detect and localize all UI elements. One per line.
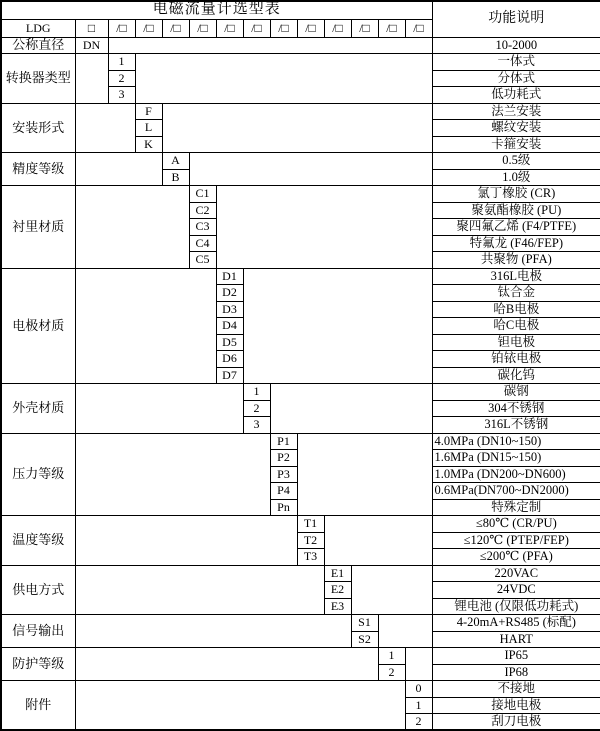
code-cell: P2 (270, 450, 297, 467)
desc-cell: 0.5级 (432, 153, 600, 170)
desc-cell: 24VDC (432, 582, 600, 599)
section-label: 转换器类型 (1, 54, 75, 104)
section-label: 电极材质 (1, 268, 75, 384)
desc-cell: ≤120℃ (PTEP/FEP) (432, 532, 600, 549)
code-cell: 2 (243, 400, 270, 417)
desc-cell: 4.0MPa (DN10~150) (432, 433, 600, 450)
desc-cell: 1.0MPa (DN200~DN600) (432, 466, 600, 483)
code-cell: E3 (324, 598, 351, 615)
model-prefix: LDG (1, 19, 75, 37)
model-box: /□ (135, 19, 162, 37)
empty-cell (75, 268, 216, 384)
model-box: /□ (270, 19, 297, 37)
empty-cell (405, 648, 432, 681)
selection-table-body (1, 1, 600, 730)
desc-cell: IP65 (432, 648, 600, 665)
model-box: /□ (108, 19, 135, 37)
table-row (1, 384, 600, 401)
section-label: 衬里材质 (1, 186, 75, 269)
empty-cell (162, 103, 432, 153)
section-label: 外壳材质 (1, 384, 75, 434)
section-label: 安装形式 (1, 103, 75, 153)
desc-cell: 聚氨酯橡胶 (PU) (432, 202, 600, 219)
table-row (1, 37, 600, 54)
empty-cell (189, 153, 432, 186)
table-row (1, 186, 600, 203)
table-title: 电磁流量计选型表 (1, 1, 432, 19)
code-cell: D5 (216, 334, 243, 351)
desc-cell: IP68 (432, 664, 600, 681)
desc-cell: 锂电池 (仅限低功耗式) (432, 598, 600, 615)
desc-cell: 4-20mA+RS485 (标配) (432, 615, 600, 632)
desc-cell: 316L不锈钢 (432, 417, 600, 434)
desc-cell: 钛合金 (432, 285, 600, 302)
empty-cell (75, 186, 189, 269)
code-cell: P3 (270, 466, 297, 483)
model-box: /□ (297, 19, 324, 37)
desc-cell: 哈C电极 (432, 318, 600, 335)
table-row (1, 54, 600, 71)
empty-cell (108, 37, 432, 54)
empty-cell (324, 516, 432, 566)
desc-cell: 特殊定制 (432, 499, 600, 516)
section-label: 附件 (1, 681, 75, 731)
function-header: 功能说明 (432, 1, 600, 37)
empty-cell (75, 615, 351, 648)
desc-cell: 刮刀电极 (432, 714, 600, 731)
code-cell: E1 (324, 565, 351, 582)
empty-cell (75, 516, 297, 566)
section-label: 温度等级 (1, 516, 75, 566)
empty-cell (243, 268, 432, 384)
code-cell: A (162, 153, 189, 170)
code-cell: C5 (189, 252, 216, 269)
model-box: /□ (405, 19, 432, 37)
table-row (1, 615, 600, 632)
model-box: □ (75, 19, 108, 37)
empty-cell (75, 648, 378, 681)
model-box: /□ (324, 19, 351, 37)
code-cell: P1 (270, 433, 297, 450)
empty-cell (378, 615, 432, 648)
model-box: /□ (189, 19, 216, 37)
desc-cell: 卡箍安装 (432, 136, 600, 153)
table-row (1, 565, 600, 582)
code-cell: 3 (108, 87, 135, 104)
empty-cell (75, 384, 243, 434)
desc-cell: 螺纹安装 (432, 120, 600, 137)
table-row (1, 1, 600, 19)
desc-cell: 0.6MPa(DN700~DN2000) (432, 483, 600, 500)
desc-cell: 不接地 (432, 681, 600, 698)
code-cell: T1 (297, 516, 324, 533)
empty-cell (270, 384, 432, 434)
code-cell: 1 (405, 697, 432, 714)
section-label: 公称直径 (1, 37, 75, 54)
desc-cell: 1.6MPa (DN15~150) (432, 450, 600, 467)
code-cell: C4 (189, 235, 216, 252)
desc-cell: 氯丁橡胶 (CR) (432, 186, 600, 203)
empty-cell (75, 54, 108, 104)
code-cell: S1 (351, 615, 378, 632)
desc-cell: 碳钢 (432, 384, 600, 401)
desc-cell: 220VAC (432, 565, 600, 582)
model-box: /□ (351, 19, 378, 37)
empty-cell (75, 103, 135, 153)
desc-cell: 铂铱电极 (432, 351, 600, 368)
code-cell: D2 (216, 285, 243, 302)
section-label: 压力等级 (1, 433, 75, 516)
desc-cell: 分体式 (432, 70, 600, 87)
code-cell: 2 (108, 70, 135, 87)
code-cell: 1 (108, 54, 135, 71)
section-label: 供电方式 (1, 565, 75, 615)
code-cell: T2 (297, 532, 324, 549)
desc-cell: 低功耗式 (432, 87, 600, 104)
model-box: /□ (216, 19, 243, 37)
desc-cell: 304不锈钢 (432, 400, 600, 417)
code-cell: C3 (189, 219, 216, 236)
code-cell: C1 (189, 186, 216, 203)
desc-cell: 一体式 (432, 54, 600, 71)
empty-cell (297, 433, 432, 516)
code-cell: K (135, 136, 162, 153)
code-cell: D7 (216, 367, 243, 384)
code-cell: T3 (297, 549, 324, 566)
desc-cell: ≤200℃ (PFA) (432, 549, 600, 566)
desc-cell: HART (432, 631, 600, 648)
code-cell: F (135, 103, 162, 120)
table-row (1, 103, 600, 120)
code-cell: 1 (243, 384, 270, 401)
code-cell: D6 (216, 351, 243, 368)
desc-cell: 共聚物 (PFA) (432, 252, 600, 269)
code-cell: C2 (189, 202, 216, 219)
table-row (1, 433, 600, 450)
code-cell: D4 (216, 318, 243, 335)
code-cell: 1 (378, 648, 405, 665)
model-box: /□ (243, 19, 270, 37)
model-box: /□ (378, 19, 405, 37)
desc-cell: 碳化钨 (432, 367, 600, 384)
desc-cell: 钽电极 (432, 334, 600, 351)
model-box: /□ (162, 19, 189, 37)
desc-cell: 316L电极 (432, 268, 600, 285)
code-cell: D1 (216, 268, 243, 285)
empty-cell (75, 433, 270, 516)
section-label: 信号输出 (1, 615, 75, 648)
code-cell: S2 (351, 631, 378, 648)
empty-cell (75, 565, 324, 615)
code-cell: L (135, 120, 162, 137)
desc-cell: 聚四氟乙烯 (F4/PTFE) (432, 219, 600, 236)
desc-cell: 法兰安装 (432, 103, 600, 120)
desc-cell: ≤80℃ (CR/PU) (432, 516, 600, 533)
table-row (1, 681, 600, 698)
table-row (1, 516, 600, 533)
desc-cell: 特氟龙 (F46/FEP) (432, 235, 600, 252)
code-cell: 0 (405, 681, 432, 698)
code-cell: B (162, 169, 189, 186)
empty-cell (75, 153, 162, 186)
section-label: 防护等级 (1, 648, 75, 681)
code-cell: DN (75, 37, 108, 54)
desc-cell: 接地电极 (432, 697, 600, 714)
empty-cell (216, 186, 432, 269)
code-cell: E2 (324, 582, 351, 599)
code-cell: P4 (270, 483, 297, 500)
table-row (1, 153, 600, 170)
empty-cell (351, 565, 432, 615)
code-cell: 3 (243, 417, 270, 434)
code-cell: D3 (216, 301, 243, 318)
table-row (1, 268, 600, 285)
empty-cell (75, 681, 405, 731)
desc-cell: 哈B电极 (432, 301, 600, 318)
code-cell: 2 (378, 664, 405, 681)
desc-cell: 1.0级 (432, 169, 600, 186)
empty-cell (135, 54, 432, 104)
desc-cell: 10-2000 (432, 37, 600, 54)
code-cell: Pn (270, 499, 297, 516)
code-cell: 2 (405, 714, 432, 731)
section-label: 精度等级 (1, 153, 75, 186)
table-row (1, 648, 600, 665)
